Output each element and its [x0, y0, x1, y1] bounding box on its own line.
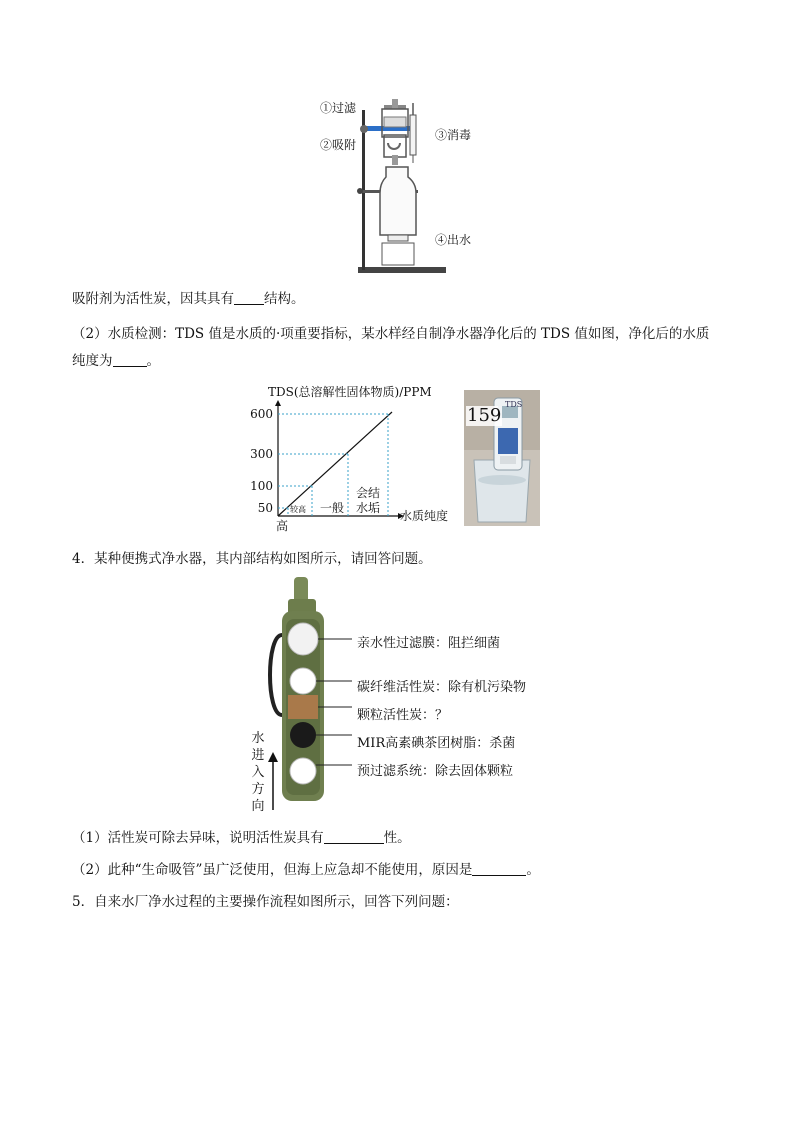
q4-sub2: （2）此种“生命吸管”虽广泛使用，但海上应急却不能使用，原因是 。 — [72, 862, 540, 878]
label-outflow: ④出水 — [435, 233, 472, 247]
label-adsorb: ②吸附 — [320, 138, 357, 152]
label-disinfect: ③消毒 — [435, 128, 472, 142]
layer-label-1: 亲水性过滤膜：阻拦细菌 — [357, 636, 501, 651]
meter-brand: TDS — [505, 400, 523, 409]
chart-ylabel: TDS(总溶解性固体物质)/PPM — [268, 385, 432, 399]
answer-blank-4[interactable] — [472, 861, 526, 876]
y-tick-label-50: 50 — [257, 501, 273, 515]
y-tick-label-600: 600 — [250, 407, 273, 421]
layer-label-4: MIR高素碘茶团树脂：杀菌 — [357, 736, 516, 751]
text-adsorbent: 吸附剂为活性炭，因其具有 结构。 — [72, 291, 305, 307]
answer-blank-3[interactable] — [324, 829, 384, 844]
y-tick-label-100: 100 — [250, 479, 273, 493]
label-filter: ①过滤 — [320, 101, 357, 115]
q4-sub1: （1）活性炭可除去异味，说明活性炭具有 性。 — [72, 830, 411, 846]
y-tick-label-300: 300 — [250, 447, 273, 461]
q4-title: 4．某种便携式净水器，其内部结构如图所示，请回答问题。 — [72, 551, 432, 567]
q5-title: 5．自来水厂净水过程的主要操作流程如图所示，回答下列问题： — [72, 894, 459, 910]
region-label-scale-2: 水垢 — [356, 501, 381, 515]
layer-label-3: 颗粒活性炭：？ — [357, 708, 449, 723]
up-arrow-icon — [267, 752, 279, 812]
y-axis-arrow-icon — [275, 400, 281, 406]
answer-blank-2[interactable] — [113, 352, 147, 367]
region-label-normal: 一般 — [320, 501, 345, 515]
x-start-label: 高 — [276, 519, 289, 533]
answer-blank-1[interactable] — [234, 290, 264, 305]
text-q2-line2: 纯度为 。 — [72, 353, 160, 369]
text-q2-line1: （2）水质检测：TDS 值是水质的·项重要指标，某水样经自制净水器净化后的 TDS 值如图，净化后的水质 — [72, 326, 710, 342]
meter-reading: 159 — [467, 405, 502, 426]
layer-label-5: 预过滤系统：除去固体颗粒 — [357, 764, 514, 779]
region-label-high: 较高 — [290, 505, 306, 514]
chart-xlabel: 水质纯度 — [400, 509, 449, 523]
apparatus-drawing — [340, 95, 450, 280]
water-direction-label: 水 进 入 方 向 — [251, 731, 265, 814]
layer-label-2: 碳纤维活性炭：除有机污染物 — [357, 680, 527, 695]
region-label-scale-1: 会结 — [356, 486, 381, 500]
